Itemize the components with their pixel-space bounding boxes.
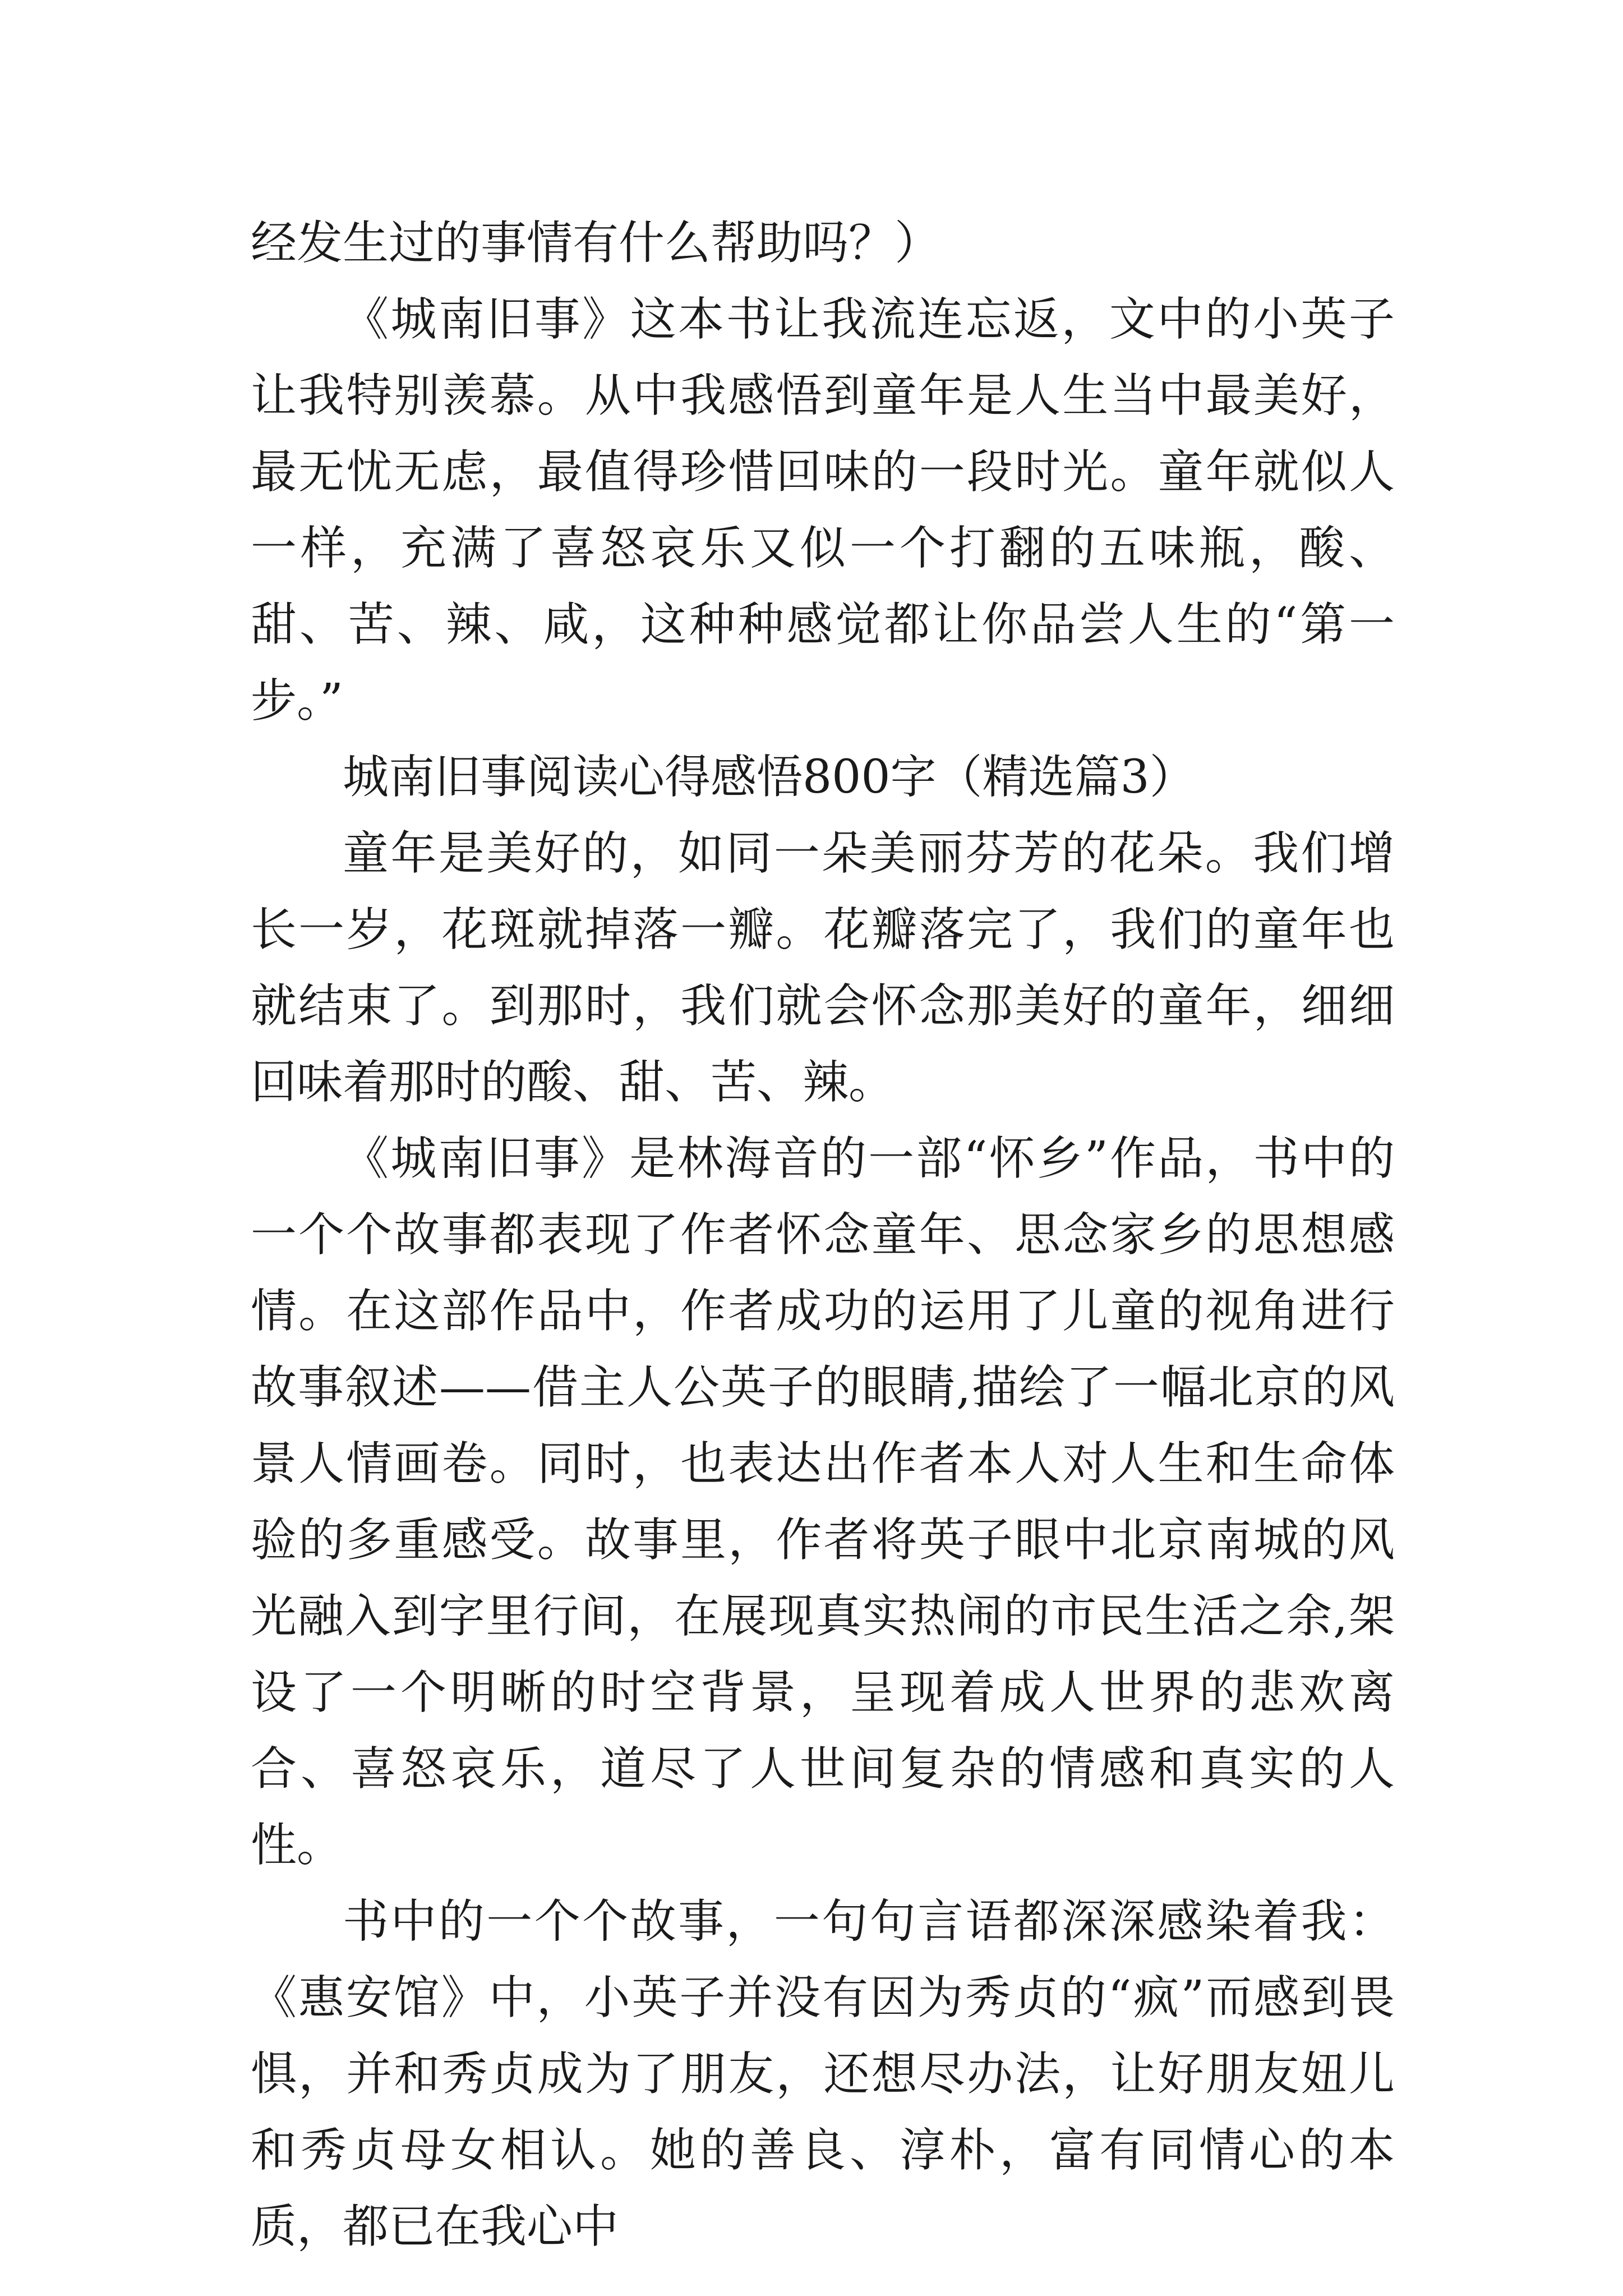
body-paragraph-3: 《城南旧事》是林海音的一部“怀乡”作品，书中的一个个故事都表现了作者怀念童年、思念家乡的思想感情。在这部作品中，作者成功的运用了儿童的视角进行故事叙述——借主人公英子的眼睛,描绘了一幅北京的风景人情画卷。同时，也表达出作者本人对人生和生命体验的多重感受。故事里，作者将英子眼中北京南城的风光融入到字里行间，在展现真实热闹的市民生活之余,架设了一个明晰的时空背景，呈现着成人世界的悲欢离合、喜怒哀乐，道尽了人世间复杂的情感和真实的人性。 [251, 1132, 1395, 1872]
document-body [251, 205, 1395, 2265]
body-paragraph-2: 童年是美好的，如同一朵美丽芬芳的花朵。我们增长一岁，花斑就掉落一瓣。花瓣落完了，我们的童年也就结束了。到那时，我们就会怀念那美好的童年，细细回味着那时的酸、甜、苦、辣。 [251, 827, 1395, 1109]
body-paragraph-1: 《城南旧事》这本书让我流连忘返，文中的小英子让我特别羡慕。从中我感悟到童年是人生当中最美好，最无忧无虑，最值得珍惜回味的一段时光。童年就似人一样，充满了喜怒哀乐又似一个打翻的五味瓶，酸、甜、苦、辣、咸，这种种感觉都让你品尝人生的“第一步。” [251, 293, 1395, 728]
body-paragraph-4: 书中的一个个故事，一句句言语都深深感染着我：《惠安馆》中，小英子并没有因为秀贞的“疯”而感到畏惧，并和秀贞成为了朋友，还想尽办法，让好朋友妞儿和秀贞母女相认。她的善良、淳朴，富有同情心的本质，都已在我心中 [251, 1895, 1395, 2253]
continuation-paragraph: 经发生过的事情有什么帮助吗？） [251, 217, 941, 270]
section-heading: 城南旧事阅读心得感悟800字（精选篇3） [343, 751, 1196, 804]
